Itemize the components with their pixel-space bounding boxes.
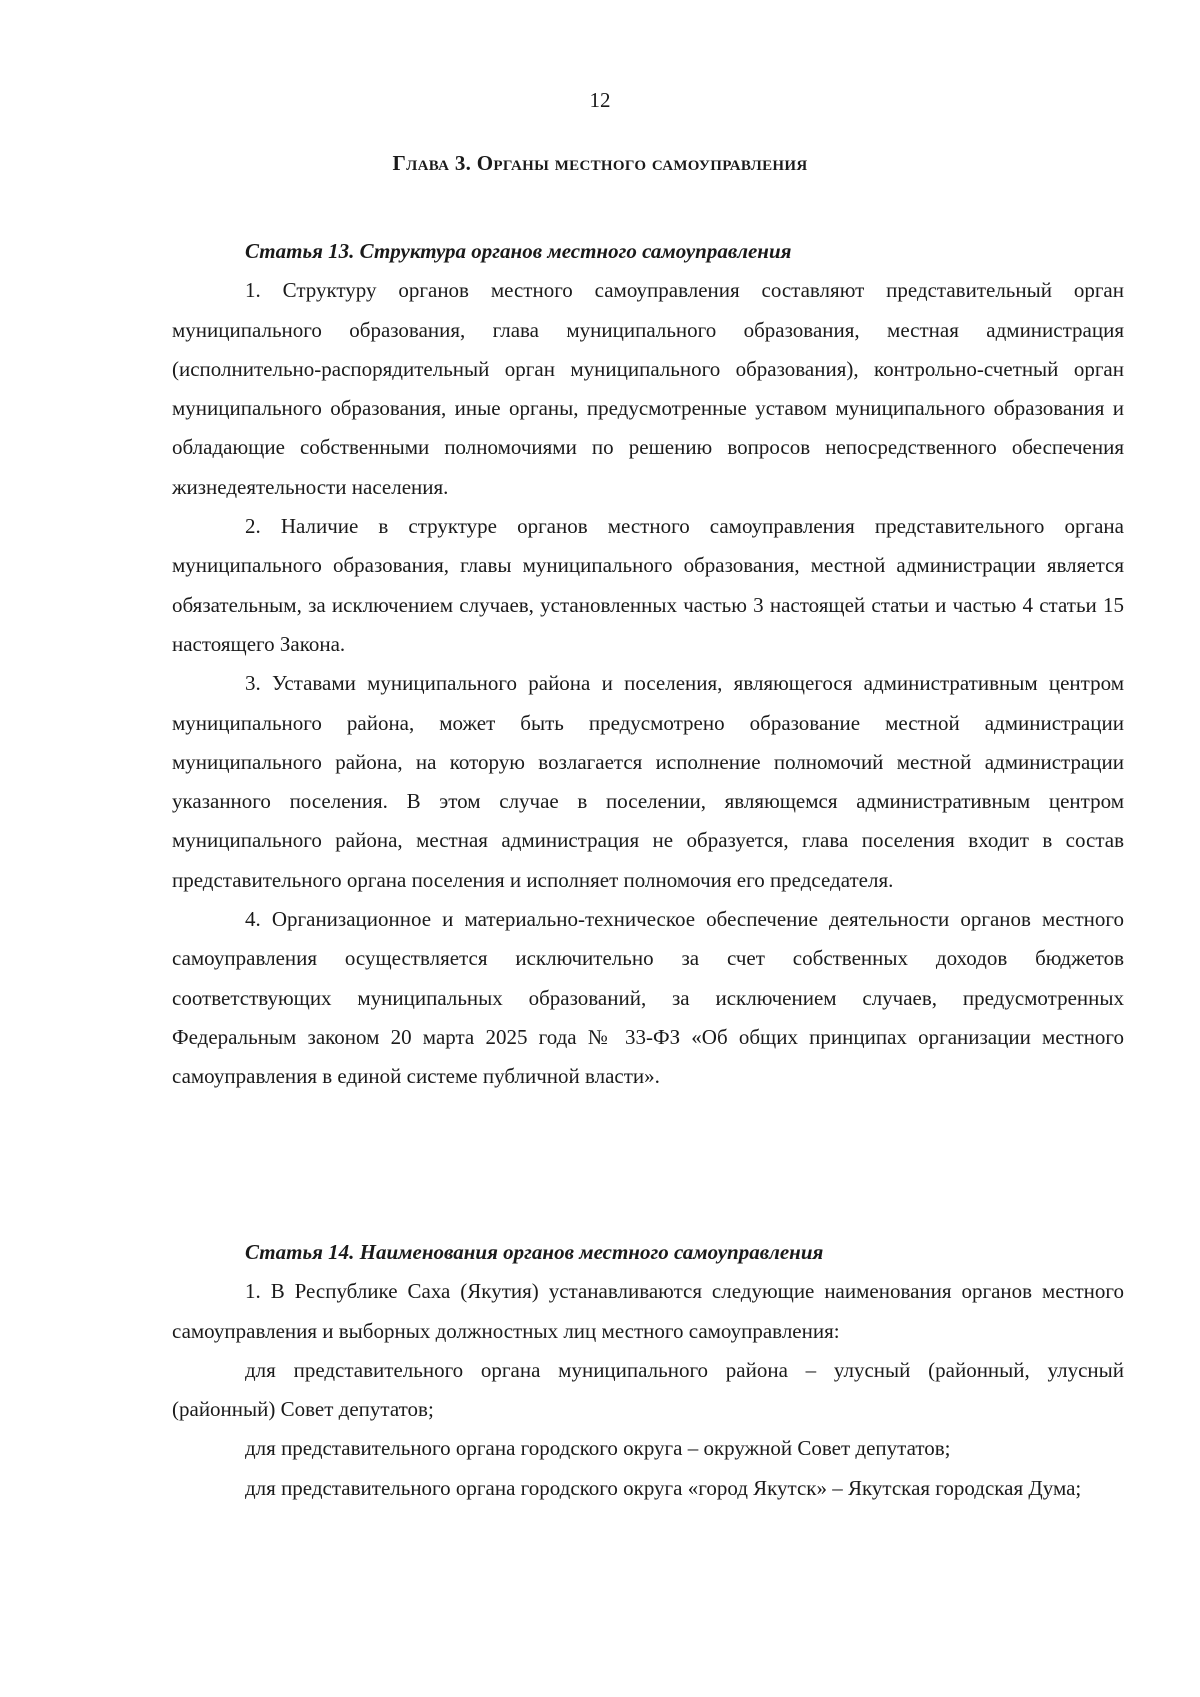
article-13-heading: Статья 13. Структура органов местного самоуправления <box>245 239 792 263</box>
article-14-item-yakutsk: для представительного органа городского округа «город Якутск» – Якутская городская Дума; <box>245 1475 1082 1500</box>
article-13-paragraph-1: 1. Структуру органов местного самоуправления составляют представительный орган муниципального образования, глава муниципального образования, местная администрация (исполнительно-распорядительный орган муниципального образования), контрольно-счетный орган муниципального образования, иные органы, предусмотренные уставом муниципального образования и обладающие собственными полномочиями по решению вопросов непосредственного обеспечения жизнедеятельности населения. <box>172 278 1124 499</box>
article-13 <box>172 232 1124 1097</box>
article-14 <box>172 1233 1124 1508</box>
article-14-heading: Статья 14. Наименования органов местного самоуправления <box>245 1240 824 1264</box>
article-14-paragraph-1: 1. В Республике Саха (Якутия) устанавливаются следующие наименования органов местного самоуправления и выборных должностных лиц местного самоуправления: <box>172 1279 1124 1343</box>
chapter-title: Глава 3. Органы местного самоуправления <box>392 151 808 175</box>
page-number: 12 <box>589 88 611 112</box>
article-14-item-city-district: для представительного органа городского округа – окружной Совет депутатов; <box>245 1436 951 1461</box>
article-13-paragraph-4: 4. Организационное и материально-техническое обеспечение деятельности органов местного самоуправления осуществляется исключительно за счет собственных доходов бюджетов соответствующих муниципальных образований, за исключением случаев, предусмотренных Федеральным законом 20 марта 2025 года № 33-ФЗ «Об общих принципах организации местного самоуправления в единой системе публичной власти». <box>172 907 1124 1089</box>
article-14-item-district: для представительного органа муниципального района – улусный (районный, улусный (районный) Совет депутатов; <box>172 1357 1124 1422</box>
article-13-paragraph-2: 2. Наличие в структуре органов местного самоуправления представительного органа муниципального образования, главы муниципального образования, местной администрации является обязательным, за исключением случаев, установленных частью 3 настоящей статьи и частью 4 статьи 15 настоящего Закона. <box>172 514 1124 656</box>
article-13-paragraph-3: 3. Уставами муниципального района и поселения, являющегося административным центром муниципального района, может быть предусмотрено образование местной администрации муниципального района, на которую возлагается исполнение полномочий местной администрации указанного поселения. В этом случае в поселении, являющемся административным центром муниципального района, местная администрация не образуется, глава поселения входит в состав представительного органа поселения и исполняет полномочия его председателя. <box>172 671 1124 892</box>
